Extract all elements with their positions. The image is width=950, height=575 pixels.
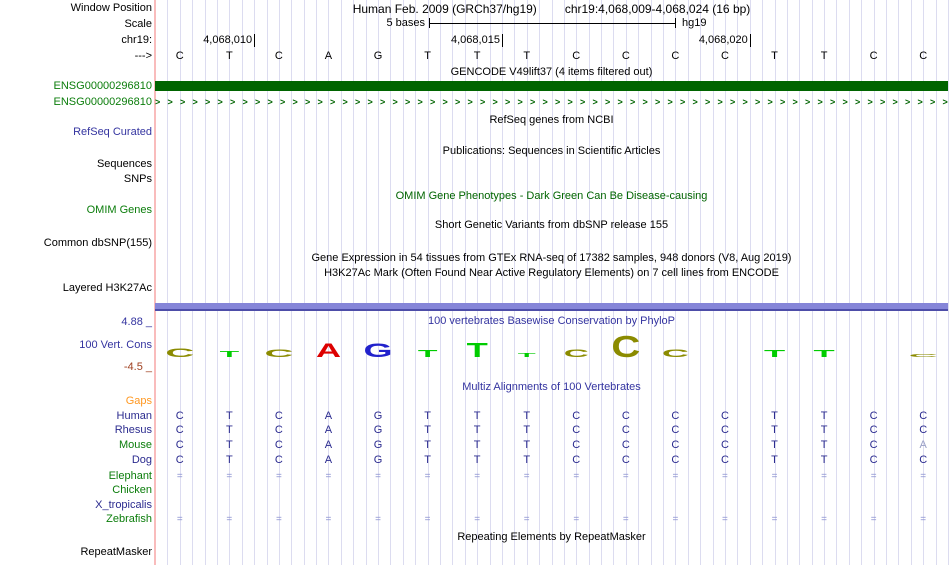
strand-arrow-icon: > [705,97,711,107]
coordinate-tick-label: 4,068,015 [451,34,500,46]
logo-letter-T: T [517,352,536,359]
strand-arrow-icon: > [867,97,873,107]
gap-mark: = [523,471,530,482]
alignment-cell: T [225,454,233,466]
gap-mark: = [424,514,431,525]
strand-arrow-icon: > [455,97,461,107]
strand-arrow-icon: > [267,97,273,107]
strand-arrow-icon: > [217,97,223,107]
multiz-track-title[interactable]: Multiz Alignments of 100 Vertebrates [462,381,641,393]
species-label-x_tropicalis[interactable]: X_tropicalis [95,499,152,511]
strand-arrow-icon: > [842,97,848,107]
strand-arrow-icon: > [342,97,348,107]
alignment-cell: T [523,454,531,466]
omim-track-title[interactable]: OMIM Gene Phenotypes - Dark Green Can Be Disease-causing [395,190,708,202]
strand-arrow-icon: > [380,97,386,107]
alignment-cell: T [473,439,481,451]
phylop-min-label: -4.5 _ [123,361,152,373]
gap-mark: = [672,471,679,482]
sequence-base: T [424,50,431,62]
alignment-cell: C [175,424,184,436]
gap-mark: = [622,514,629,525]
gap-mark: = [176,471,183,482]
logo-letter-T: T [466,338,488,363]
alignment-cell: T [473,424,481,436]
strand-arrow-icon: > [767,97,773,107]
strand-arrow-icon: > [155,97,161,107]
strand-arrow-icon: > [180,97,186,107]
gap-mark: = [226,514,233,525]
repeatmasker-track-title[interactable]: Repeating Elements by RepeatMasker [457,531,646,543]
strand-arrow-icon: > [580,97,586,107]
strand-arrow-icon: > [730,97,736,107]
strand-arrow-icon: > [530,97,536,107]
label-omim-genes[interactable]: OMIM Genes [86,204,152,216]
header-assembly: Human Feb. 2009 (GRCh37/hg19) [352,2,537,16]
grid-line [948,0,949,565]
alignment-cell: G [373,410,383,422]
sequence-base: T [523,50,531,62]
gap-mark: = [474,471,481,482]
label-sequences[interactable]: Sequences [96,158,152,170]
strand-arrow-icon: > [592,97,598,107]
sequence-base: G [373,50,383,62]
strand-arrow-icon: > [542,97,548,107]
alignment-cell: C [175,439,184,451]
alignment-cell: T [424,439,431,451]
alignment-cell: C [274,454,283,466]
species-label-dog[interactable]: Dog [131,454,152,466]
strand-arrow-icon: > [667,97,673,107]
strand-arrow-icon: > [367,97,373,107]
label-snps[interactable]: SNPs [123,173,152,185]
label-layered-h3k27ac[interactable]: Layered H3K27Ac [62,282,152,294]
logo-letter-C: C [165,346,195,360]
alignment-cell: C [572,454,581,466]
species-label-zebrafish[interactable]: Zebrafish [106,513,152,525]
strand-arrow-icon: > [205,97,211,107]
alignment-cell: C [671,410,680,422]
alignment-cell: C [175,410,184,422]
species-label-gaps[interactable]: Gaps [125,395,152,407]
strand-arrow-icon: > [805,97,811,107]
strand-arrow-icon: > [780,97,786,107]
strand-arrow-icon: > [417,97,423,107]
strand-arrow-icon: > [505,97,511,107]
gap-mark: = [375,471,381,482]
alignment-cell: T [225,424,233,436]
logo-letter-T: T [813,348,835,360]
dbsnp-track-title[interactable]: Short Genetic Variants from dbSNP release 155 [434,219,669,231]
alignment-cell: C [720,424,729,436]
sequence-base: C [869,50,878,62]
strand-arrow-icon: > [655,97,661,107]
alignment-cell: T [225,410,233,422]
logo-letter-T: T [417,348,438,360]
sequence-base: T [771,50,778,62]
strand-arrow-icon: > [305,97,311,107]
strand-arrow-icon: > [167,97,173,107]
gencode-gene-bar[interactable] [155,81,948,91]
sequence-base: C [175,50,184,62]
sequence-base: C [720,50,729,62]
strand-arrow-icon: > [905,97,911,107]
alignment-cell: C [919,410,928,422]
alignment-cell: C [671,424,680,436]
gap-mark: = [722,514,728,525]
alignment-cell: C [572,410,581,422]
strand-arrow-icon: > [355,97,361,107]
strand-arrow-icon: > [692,97,698,107]
strand-arrow-icon: > [480,97,486,107]
scale-bar-label: 5 bases [386,17,425,29]
gap-mark: = [573,514,580,525]
label-repeatmasker[interactable]: RepeatMasker [80,546,152,558]
gap-mark: = [870,471,877,482]
gtex-track-title[interactable]: Gene Expression in 54 tissues from GTEx RNA-seq of 17382 samples, 948 donors (V8, Aug 2019) [311,252,792,264]
label-scale: Scale [124,18,152,30]
logo-letter-C: C [611,329,641,364]
gap-mark: = [325,514,332,525]
strand-arrow-icon: > [742,97,748,107]
logo-letter-G: G [363,340,393,362]
species-label-chicken[interactable]: Chicken [112,484,152,496]
gap-mark: = [821,471,828,482]
alignment-cell: A [324,424,333,436]
strand-arrow-icon: > [280,97,286,107]
strand-arrow-icon: > [892,97,898,107]
strand-arrow-icon: > [917,97,923,107]
label-window-position: Window Position [70,2,152,14]
label-gene-id-2[interactable]: ENSG00000296810 [53,96,152,108]
alignment-cell: C [621,424,630,436]
strand-arrow-icon: > [617,97,623,107]
strand-arrow-icon: > [717,97,723,107]
strand-arrow-icon: > [242,97,248,107]
strand-arrow-icon: > [292,97,298,107]
gencode-strand-arrows[interactable] [155,97,948,108]
strand-arrow-icon: > [817,97,823,107]
sequence-base: T [820,50,828,62]
scale-bar-right-tick [675,18,676,28]
strand-arrow-icon: > [567,97,573,107]
strand-arrow-icon: > [317,97,323,107]
label-gene-id-1[interactable]: ENSG00000296810 [53,80,152,92]
strand-arrow-icon: > [930,97,936,107]
h3k27ac-signal-baseline [155,309,948,311]
gap-mark: = [275,514,282,525]
strand-arrow-icon: > [192,97,198,107]
strand-arrow-icon: > [855,97,861,107]
coordinate-tick [750,34,751,47]
alignment-cell: T [771,454,778,466]
label-strand: ---> [134,50,152,62]
strand-arrow-icon: > [680,97,686,107]
alignment-cell: C [274,424,283,436]
strand-arrow-icon: > [230,97,236,107]
alignment-cell: C [869,410,878,422]
strand-arrow-icon: > [467,97,473,107]
header [155,3,948,16]
coordinate-tick-label: 4,068,010 [203,34,253,46]
sequence-base: A [324,50,333,62]
alignment-cell: T [820,454,828,466]
logo-letter-C: C [908,353,938,359]
gencode-track-title[interactable]: GENCODE V49lift37 (4 items filtered out) [450,66,653,78]
strand-arrow-icon: > [492,97,498,107]
gap-mark: = [672,514,679,525]
strand-arrow-icon: > [442,97,448,107]
scale-bar [429,23,676,24]
strand-arrow-icon: > [642,97,648,107]
alignment-cell: C [621,439,630,451]
strand-arrow-icon: > [517,97,523,107]
header-position: chr19:4,068,009-4,068,024 (16 bp) [564,2,751,16]
coordinate-tick-label: 4,068,020 [698,34,748,46]
alignment-cell: A [324,439,333,451]
alignment-cell: C [869,424,878,436]
alignment-cell: T [820,424,828,436]
alignment-cell: C [919,424,928,436]
sequence-base: C [274,50,283,62]
alignment-cell: C [572,439,581,451]
alignment-cell: G [373,439,383,451]
alignment-cell: C [621,410,630,422]
alignment-cell: T [820,410,828,422]
h3k27ac-track-title[interactable]: H3K27Ac Mark (Often Found Near Active Regulatory Elements) on 7 cell lines from ENCODE [324,267,779,279]
label-chrom: chr19: [121,34,152,46]
strand-arrow-icon: > [830,97,836,107]
species-label-rhesus[interactable]: Rhesus [114,424,152,436]
gap-mark: = [920,514,927,525]
scale-bar-left-tick [429,18,430,28]
gap-mark: = [870,514,877,525]
alignment-cell: T [771,424,778,436]
gap-mark: = [226,471,233,482]
strand-arrow-icon: > [755,97,761,107]
label-common-dbsnp[interactable]: Common dbSNP(155) [43,237,152,249]
strand-arrow-icon: > [405,97,411,107]
logo-letter-T: T [219,349,240,359]
sequence-base: C [621,50,630,62]
strand-arrow-icon: > [880,97,886,107]
alignment-cell: A [919,439,927,451]
strand-arrow-icon: > [555,97,561,107]
logo-letter-T: T [763,348,786,360]
alignment-cell: T [225,439,233,451]
sequence-base: C [671,50,680,62]
sequence-base: T [225,50,233,62]
gap-mark: = [523,514,530,525]
alignment-cell: C [671,439,680,451]
sequence-base: C [919,50,928,62]
alignment-cell: T [523,424,531,436]
coordinate-tick [254,34,255,47]
alignment-cell: A [324,410,333,422]
alignment-cell: T [424,410,431,422]
alignment-cell: C [869,439,878,451]
label-100-vert-cons[interactable]: 100 Vert. Cons [79,339,152,351]
alignment-cell: G [373,454,383,466]
alignment-cell: C [720,454,729,466]
alignment-cell: T [820,439,828,451]
strand-arrow-icon: > [430,97,436,107]
alignment-cell: C [869,454,878,466]
logo-letter-C: C [661,346,689,360]
alignment-cell: C [720,410,729,422]
scale-genome-label: hg19 [682,17,707,29]
gap-mark: = [375,514,381,525]
gap-mark: = [771,514,778,525]
strand-arrow-icon: > [605,97,611,107]
strand-arrow-icon: > [255,97,261,107]
species-label-human[interactable]: Human [116,410,152,422]
species-label-elephant[interactable]: Elephant [108,470,152,482]
alignment-cell: G [373,424,383,436]
strand-arrow-icon: > [792,97,798,107]
gap-mark: = [474,514,481,525]
strand-arrow-icon: > [392,97,398,107]
phylop-track-title[interactable]: 100 vertebrates Basewise Conservation by PhyloP [427,315,676,327]
alignment-cell: C [274,439,283,451]
alignment-cell: T [424,424,431,436]
gap-mark: = [325,471,332,482]
gap-mark: = [573,471,580,482]
sequence-base: T [473,50,481,62]
coordinate-tick [502,34,503,47]
label-refseq-curated[interactable]: RefSeq Curated [73,126,152,138]
alignment-cell: C [572,424,581,436]
alignment-cell: T [771,410,778,422]
strand-arrow-icon: > [942,97,948,107]
alignment-cell: C [671,454,680,466]
alignment-cell: C [274,410,283,422]
alignment-cell: C [175,454,184,466]
alignment-cell: T [473,410,481,422]
phylop-max-label: 4.88 _ [121,316,152,328]
logo-letter-C: C [264,347,294,360]
alignment-cell: C [720,439,729,451]
gap-mark: = [771,471,778,482]
alignment-cell: T [424,454,431,466]
refseq-track-title[interactable]: RefSeq genes from NCBI [489,114,614,126]
gap-mark: = [176,514,183,525]
alignment-cell: T [473,454,481,466]
logo-letter-A: A [315,339,341,362]
sequence-base: C [572,50,581,62]
gap-mark: = [920,471,927,482]
alignment-cell: T [523,439,531,451]
gap-mark: = [722,471,728,482]
alignment-cell: A [324,454,333,466]
gap-mark: = [275,471,282,482]
gap-mark: = [821,514,828,525]
alignment-cell: T [523,410,531,422]
species-label-mouse[interactable]: Mouse [118,439,152,451]
gap-mark: = [424,471,431,482]
gap-mark: = [622,471,629,482]
logo-letter-C: C [563,347,589,360]
alignment-cell: C [919,454,928,466]
strand-arrow-icon: > [630,97,636,107]
alignment-cell: C [621,454,630,466]
alignment-cell: T [771,439,778,451]
strand-arrow-icon: > [330,97,336,107]
publications-track-title[interactable]: Publications: Sequences in Scientific Articles [442,145,661,157]
